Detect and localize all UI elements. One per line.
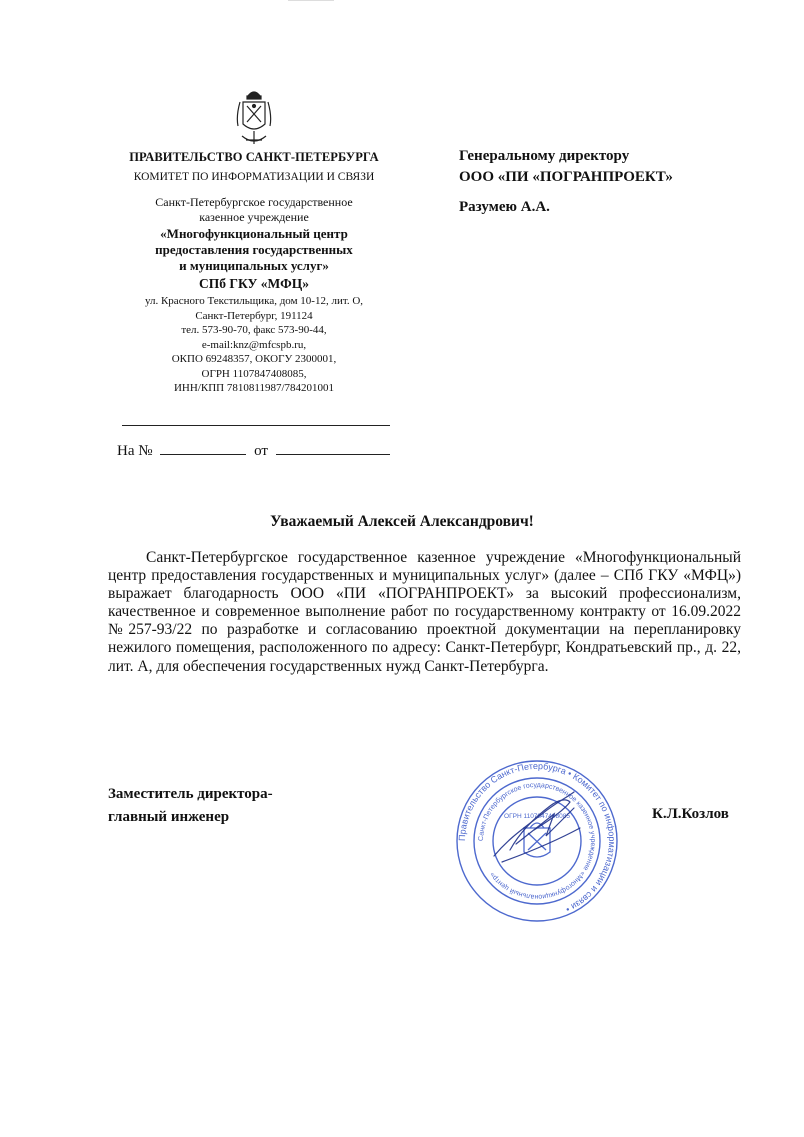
contact-line: тел. 573-90-70, факс 573-90-44, [181, 324, 327, 336]
letter-body: Санкт-Петербургское государственное казенное учреждение «Многофункциональный центр предоставления государственных и муниципальных услуг» (далее – СПб ГКУ «МФЦ») выражает благодарность ООО «ПИ «ПОГРАНПРОЕКТ» за высокий профессионализм, качественное и современное выполнение работ по государственному контракту от 16.09.2022 №257-93/22 по разработке и согласованию проектной документации на перепланировку нежилого помещения, расположенного по адресу: Санкт-Петербург, Кондратьевский пр., д. 22, лит. А, для обеспечения государственных нужд Санкт-Петербурга. [108, 549, 741, 675]
signatory-title [108, 783, 273, 829]
signatory-name: К.Л.Козлов [652, 806, 729, 822]
letterhead-abbreviation: СПб ГКУ «МФЦ» [199, 276, 309, 291]
reference-line [117, 441, 390, 460]
letterhead-center-name [104, 226, 404, 274]
greeting: Уважаемый Алексей Александрович! [270, 513, 534, 530]
institution-line-1: Санкт-Петербургское государственное [155, 195, 353, 209]
coat-of-arms-icon [232, 86, 276, 148]
stamp-ogrn: ОГРН 1107847408085 [504, 813, 570, 820]
institution-line-2: казенное учреждение [199, 210, 309, 224]
contact-line: ИНН/КПП 7810811987/784201001 [173, 382, 334, 394]
letterhead-contacts [104, 294, 404, 396]
contact-line: ул. Красного Текстильщика, дом 10-12, лит. О, [144, 295, 364, 307]
center-line-1: «Многофункциональный центр [160, 226, 348, 241]
top-edge-mark [288, 0, 334, 1]
signatory-title-line-2: главный инженер [108, 809, 230, 825]
ref-number-blank [160, 441, 246, 455]
signatory-title-line-1: Заместитель директора- [108, 786, 273, 802]
contact-line: Санкт-Петербург, 191124 [195, 309, 313, 322]
stamp-outer-text: Правительство Санкт-Петербурга • Комитет по информатизации и связи • [456, 760, 618, 915]
stamp-inner-text: Санкт-Петербургское государственное казенное учреждение «Многофункциональный центр» [477, 781, 597, 901]
letterhead-committee: КОМИТЕТ ПО ИНФОРМАТИЗАЦИИ И СВЯЗИ [133, 171, 375, 183]
center-line-3: и муниципальных услуг» [179, 258, 329, 273]
contact-line: e-mail:knz@mfcspb.ru, [201, 338, 307, 351]
contact-line: ОГРН 1107847408085, [201, 367, 307, 380]
letterhead-institution [104, 195, 404, 225]
addressee-position: Генеральному директору [459, 148, 630, 164]
ref-number-label: На № [117, 443, 153, 459]
letterhead-divider [122, 425, 390, 426]
contact-line: ОКПО 69248357, ОКОГУ 2300001, [171, 353, 337, 365]
ref-date-blank [276, 441, 390, 455]
official-stamp-icon [454, 758, 620, 924]
letterhead-government: ПРАВИТЕЛЬСТВО САНКТ-ПЕТЕРБУРГА [129, 150, 379, 164]
addressee-name: Разумею А.А. [459, 199, 550, 215]
addressee-company: ООО «ПИ «ПОГРАНПРОЕКТ» [459, 169, 673, 185]
center-line-2: предоставления государственных [155, 242, 353, 257]
ref-date-label: от [254, 443, 268, 459]
